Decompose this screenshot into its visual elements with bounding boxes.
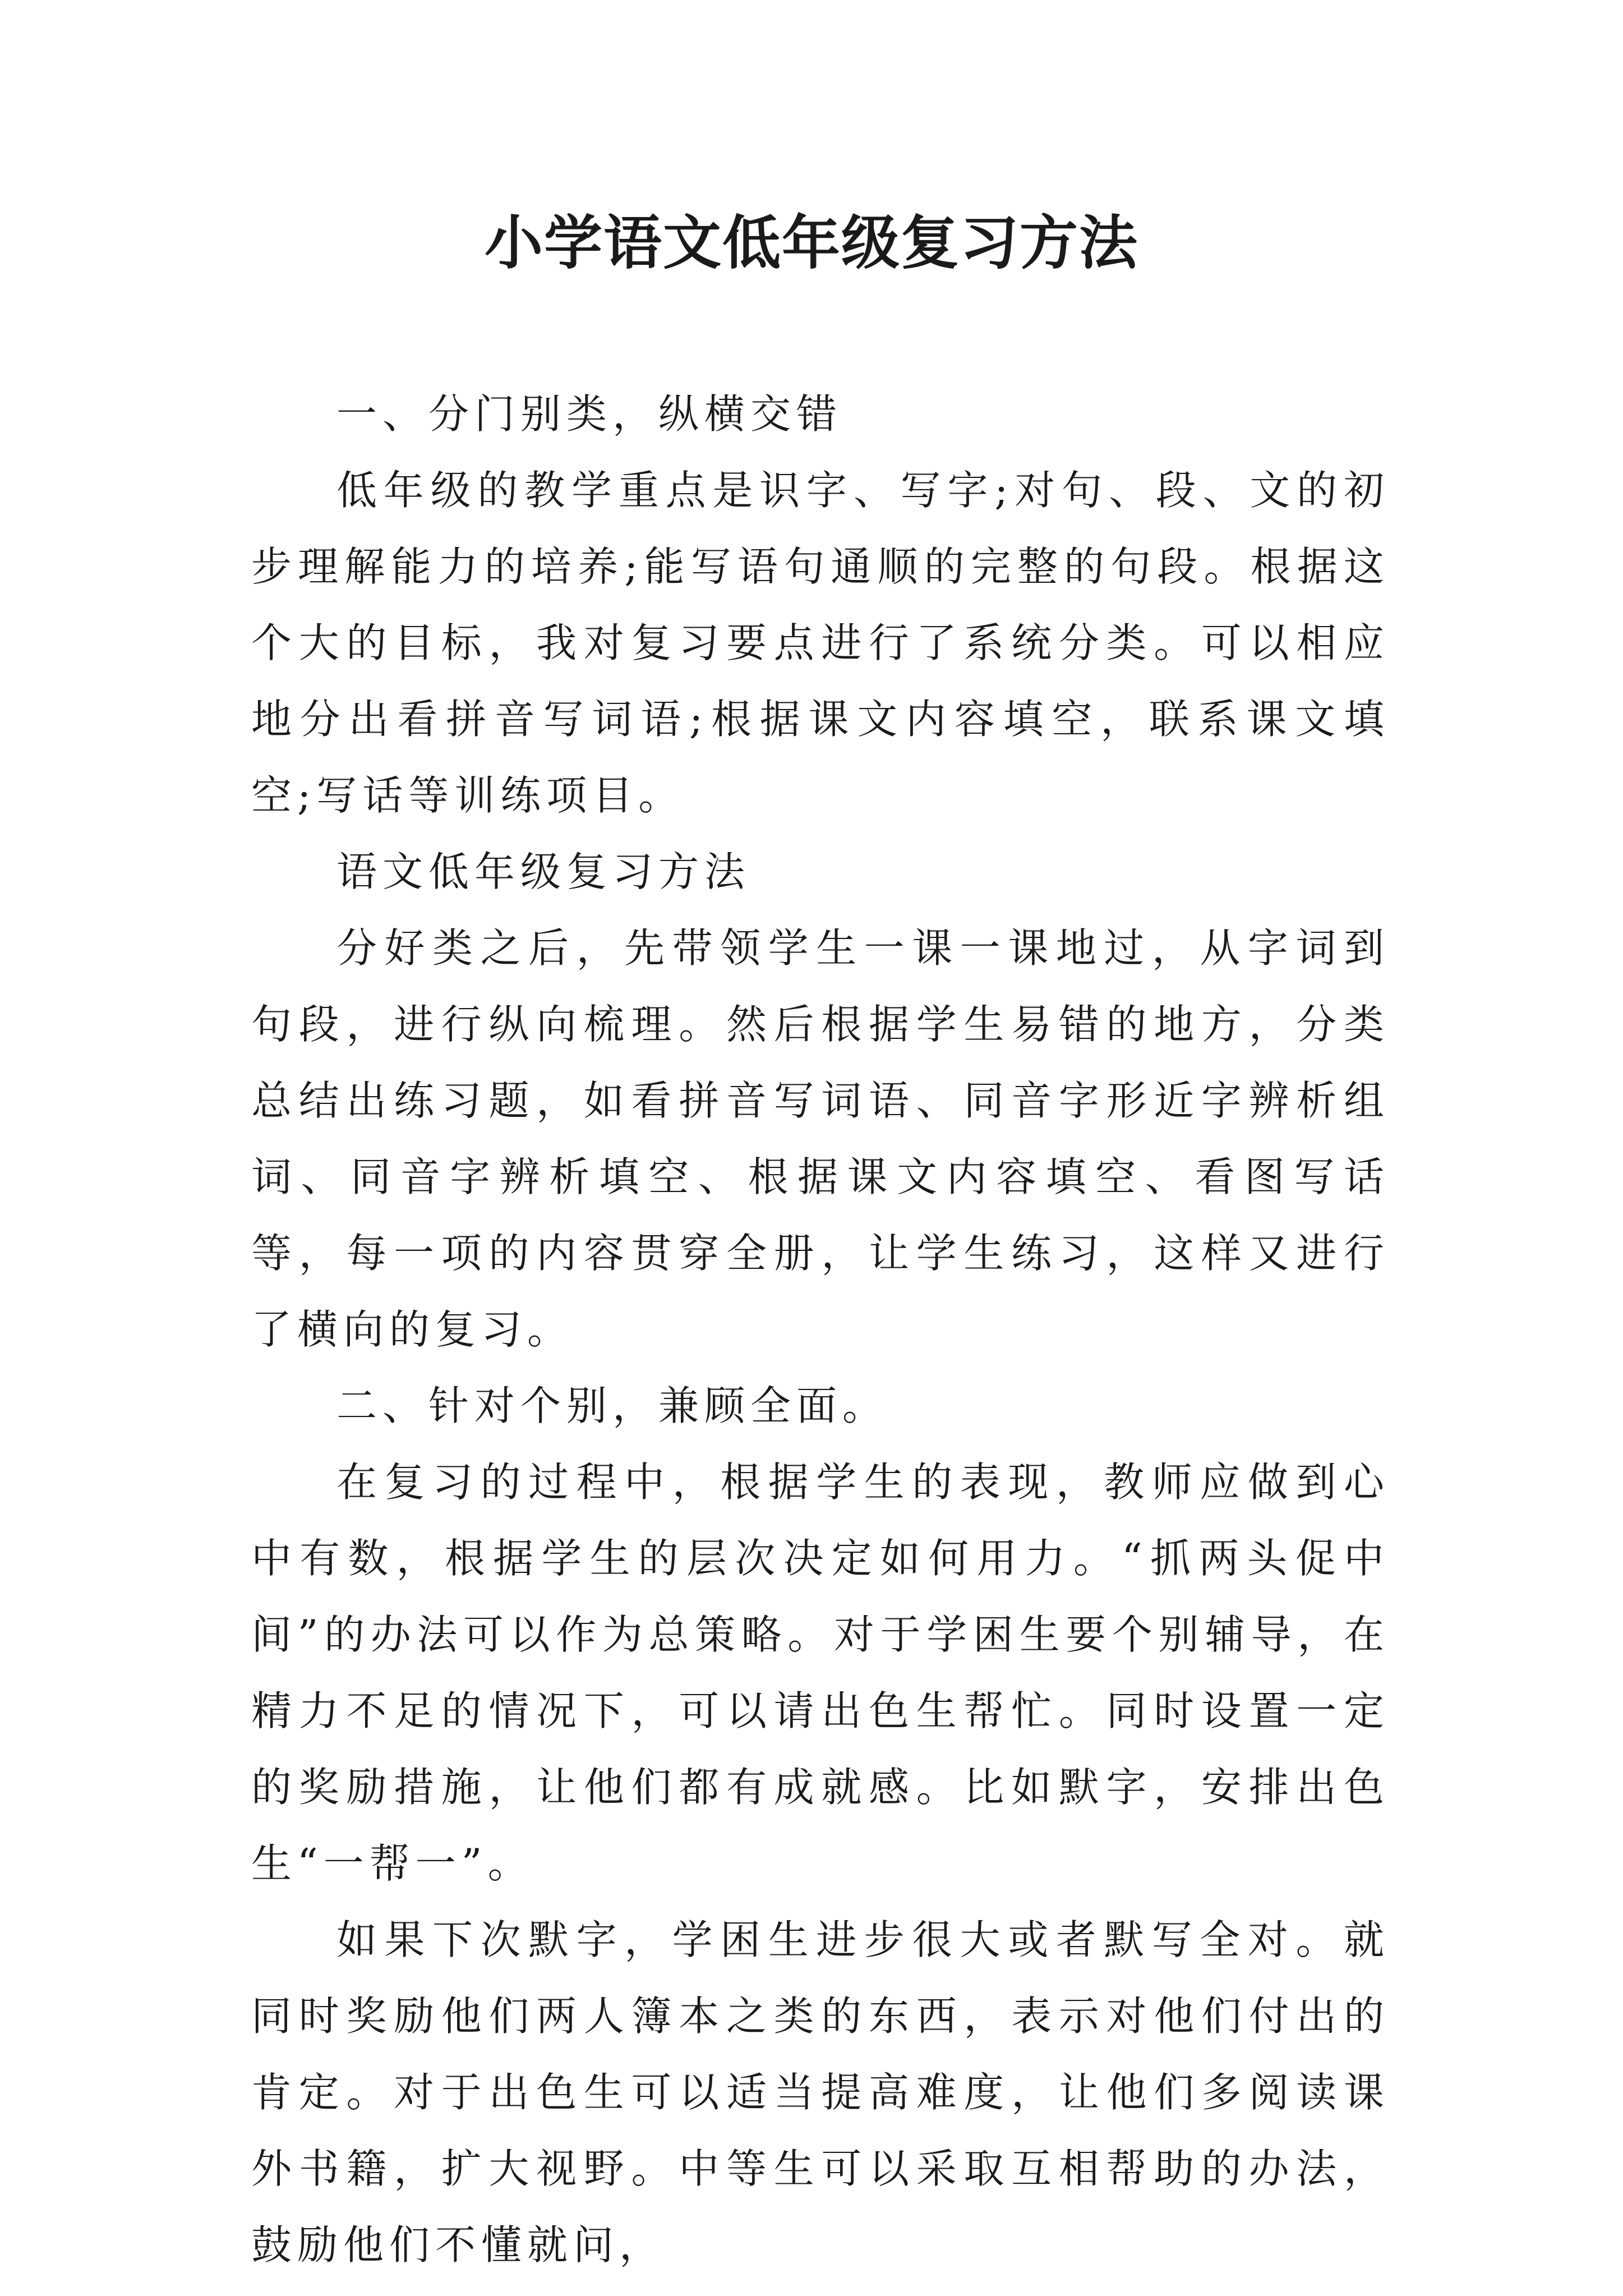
paragraph: 分好类之后，先带领学生一课一课地过，从字词到句段，进行纵向梳理。然后根据学生易错的地方，分类总结出练习题，如看拼音写词语、同音字形近字辨析组词、同音字辨析填空、根据课文内容填空、看图写话等，每一项的内容贯穿全册，让学生练习，这样又进行了横向的复习。 <box>251 924 1390 1353</box>
section-heading-2: 二、针对个别，兼顾全面。 <box>336 1382 889 1429</box>
paragraph: 低年级的教学重点是识字、写字;对句、段、文的初步理解能力的培养;能写语句通顺的完整的句段。根据这个大的目标，我对复习要点进行了系统分类。可以相应地分出看拼音写词语;根据课文内容填空，联系课文填空;写话等训练项目。 <box>251 467 1390 819</box>
document-body <box>251 376 1390 2283</box>
paragraph: 在复习的过程中，根据学生的表现，教师应做到心中有数，根据学生的层次决定如何用力。“抓两头促中间”的办法可以作为总策略。对于学困生要个别辅导，在精力不足的情况下，可以请出色生帮忙。同时设置一定的奖励措施，让他们都有成就感。比如默字，安排出色生“一帮一”。 <box>251 1458 1390 1887</box>
section-heading-1: 一、分门别类，纵横交错 <box>336 390 843 438</box>
subheading: 语文低年级复习方法 <box>336 848 751 895</box>
document-title: 小学语文低年级复习方法 <box>484 208 1138 277</box>
paragraph: 如果下次默字，学困生进步很大或者默写全对。就同时奖励他们两人簿本之类的东西，表示对他们付出的肯定。对于出色生可以适当提高难度，让他们多阅读课外书籍，扩大视野。中等生可以采取互相帮助的办法，鼓励他们不懂就问， <box>251 1916 1390 2269</box>
